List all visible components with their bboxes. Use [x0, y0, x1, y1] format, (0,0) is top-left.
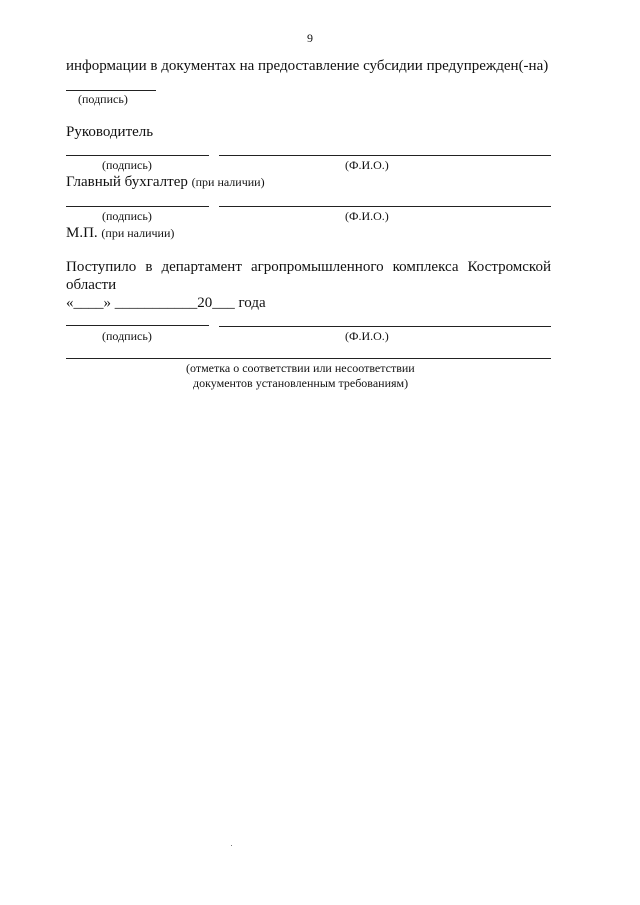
stamp-heading: [66, 225, 174, 242]
compliance-line: [66, 358, 551, 359]
intro-text: информации в документах на предоставление субсидии предупрежден(-на): [66, 58, 549, 74]
accountant-fio-label: (Ф.И.О.): [345, 209, 389, 223]
stamp-note: (при наличии): [101, 226, 175, 240]
head-signature-label: (подпись): [102, 158, 152, 172]
received-fio-line: [219, 326, 551, 327]
head-fio-label: (Ф.И.О.): [345, 158, 389, 172]
chief-accountant-title: Главный бухгалтер: [66, 174, 188, 190]
received-text-line1: Поступило в департамент агропромышленного комплекса Костромской: [66, 259, 551, 275]
signature-label: (подпись): [78, 92, 128, 106]
stamp-title: М.П.: [66, 225, 98, 241]
page-number: 9: [307, 31, 313, 45]
head-title: Руководитель: [66, 124, 154, 140]
signature-line: [66, 90, 156, 91]
accountant-signature-line: [66, 206, 209, 207]
head-signature-line: [66, 155, 209, 156]
received-date-line: «____» ___________20___ года: [66, 295, 266, 311]
compliance-note-line2: документов установленным требованиям): [193, 376, 409, 390]
received-text-line2: области: [66, 277, 117, 293]
scan-speck: [231, 845, 232, 846]
compliance-note-line1: (отметка о соответствии или несоответствии: [186, 361, 415, 375]
chief-accountant-note: (при наличии): [191, 175, 265, 189]
received-signature-label: (подпись): [102, 329, 152, 343]
accountant-fio-line: [219, 206, 551, 207]
accountant-signature-label: (подпись): [102, 209, 152, 223]
received-signature-line: [66, 325, 209, 326]
head-fio-line: [219, 155, 551, 156]
chief-accountant-heading: [66, 174, 265, 191]
received-fio-label: (Ф.И.О.): [345, 329, 389, 343]
